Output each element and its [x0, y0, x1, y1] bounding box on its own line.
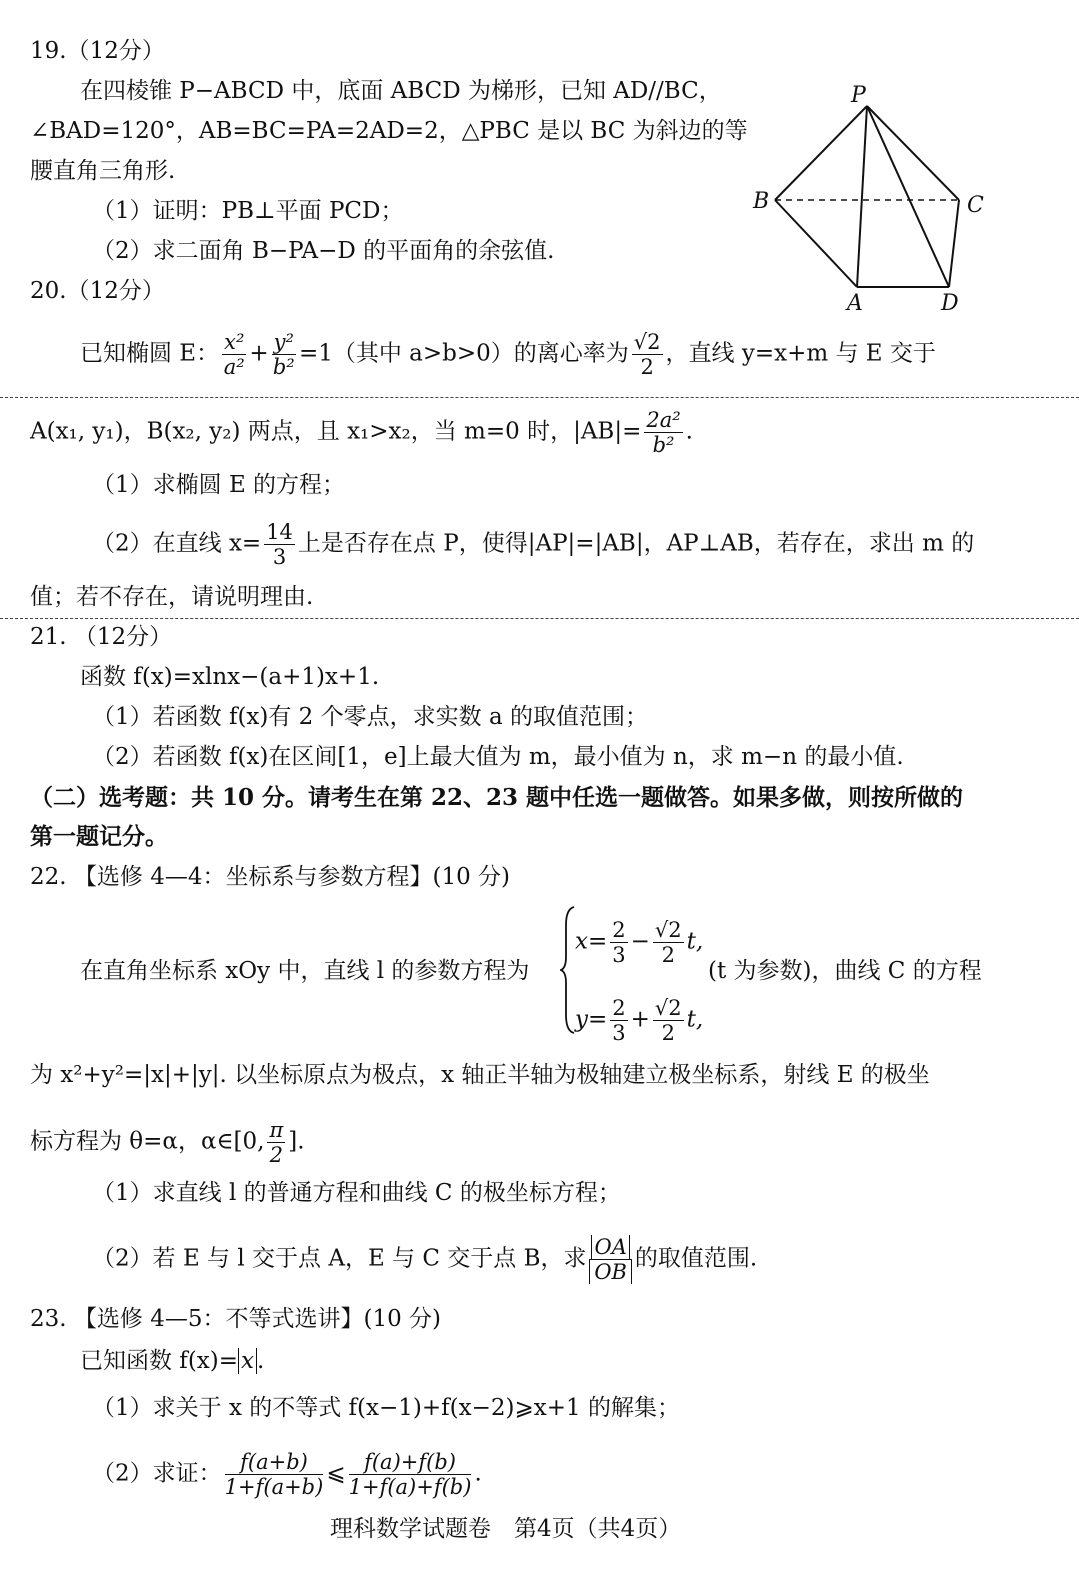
label-d: D [941, 291, 959, 312]
page-footer: 理科数学试题卷 第4页（共4页） [330, 1516, 682, 1542]
q19-heading: 19.（12分） [30, 38, 165, 64]
q23-heading: 23. 【选修 4—5：不等式选讲】(10 分) [30, 1306, 441, 1332]
q22-line2: 为 x²+y²=|x|+|y|. 以坐标原点为极点，x 轴正半轴为极轴建立极坐标系，射线 E 的极坐 [30, 1062, 930, 1088]
q22-line1a: 在直角坐标系 xOy 中，直线 l 的参数方程为 [80, 958, 530, 984]
label-a: A [847, 291, 863, 312]
q22-heading: 22. 【选修 4—4：坐标系与参数方程】(10 分) [30, 864, 510, 890]
section2-line2: 第一题记分。 [30, 823, 168, 850]
q20-part2: （2）在直线 x= $\frac{14}{3}$ 上是否存在点 P，使得|AP|=|AB|，AP⊥AB，若存在，求出 m 的 [92, 520, 975, 569]
q21-heading: 21. （12分） [30, 624, 173, 650]
fold-line-1 [0, 397, 1079, 398]
q22-line1b: (t 为参数)，曲线 C 的方程 [708, 958, 982, 984]
section2-line1: （二）选考题：共 10 分。请考生在第 22、23 题中任选一题做答。如果多做，则按所做的 [30, 784, 964, 811]
q23-part2: （2）求证： $\frac{f(a+b)}{1+f(a+b)}$ ⩽ $\frac{f(a)+f(b)}{1+f(a)+f(b)}$ . [92, 1450, 482, 1499]
q19-part1: （1）证明：PB⊥平面 PCD； [92, 198, 404, 224]
q21-part2: （2）若函数 f(x)在区间[1，e]上最大值为 m，最小值为 n，求 m−n 的最小值. [92, 744, 904, 770]
system-eq1: x= $\frac{2}{3}$ − $\frac{√2}{2}$ t, [575, 918, 704, 967]
q20-part1: （1）求椭圆 E 的方程； [92, 472, 346, 498]
q21-line1: 函数 f(x)=xlnx−(a+1)x+1. [80, 664, 380, 690]
q23-part1: （1）求关于 x 的不等式 f(x−1)+f(x−2)⩾x+1 的解集； [92, 1395, 680, 1421]
q22-part2: （2）若 E 与 l 交于点 A，E 与 C 交于点 B，求 $\frac{OA}{OB}$ 的取值范围. [92, 1235, 758, 1284]
q22-line3: 标方程为 θ=α，α∈[0, $\frac{\pi}{2}$ ]. [30, 1118, 305, 1167]
q19-part2: （2）求二面角 B−PA−D 的平面角的余弦值. [92, 238, 555, 264]
q20-heading: 20.（12分） [30, 278, 165, 304]
label-c: C [967, 193, 984, 218]
q19-line1: 在四棱锥 P−ABCD 中，底面 ABCD 为梯形，已知 AD//BC， [80, 78, 722, 104]
label-b: B [753, 189, 770, 214]
q23-line1: 已知函数 f(x)= x . [80, 1348, 265, 1374]
q22-part1: （1）求直线 l 的普通方程和曲线 C 的极坐标方程； [92, 1180, 621, 1206]
pyramid-figure [745, 82, 1005, 312]
system-brace [560, 905, 576, 1035]
system-eq2: y= $\frac{2}{3}$ + $\frac{√2}{2}$ t, [575, 996, 704, 1045]
q20-line2: A(x₁, y₁)，B(x₂, y₂) 两点，且 x₁>x₂，当 m=0 时，|AB|= $\frac{\text{2a²}}{\text{b²}}$ . [30, 408, 693, 457]
label-p: P [851, 83, 866, 108]
q19-line2: ∠BAD=120°，AB=BC=PA=2AD=2，△PBC 是以 BC 为斜边的等 [30, 118, 748, 144]
q20-part2-cont: 值；若不存在，请说明理由. [30, 584, 314, 610]
q19-line3: 腰直角三角形. [30, 158, 176, 184]
q21-part1: （1）若函数 f(x)有 2 个零点，求实数 a 的取值范围； [92, 704, 648, 730]
q20-line1: 已知椭圆 E： $\frac{\text{x²}}{\text{a²}}$ + $\frac{\text{y²}}{\text{b²}}$ =1（其中 a>b>0）的离心率为 $\frac{√2}{2}$ ，直线 y=x+m 与 E 交于 [80, 330, 936, 379]
fold-line-2 [0, 618, 1079, 619]
